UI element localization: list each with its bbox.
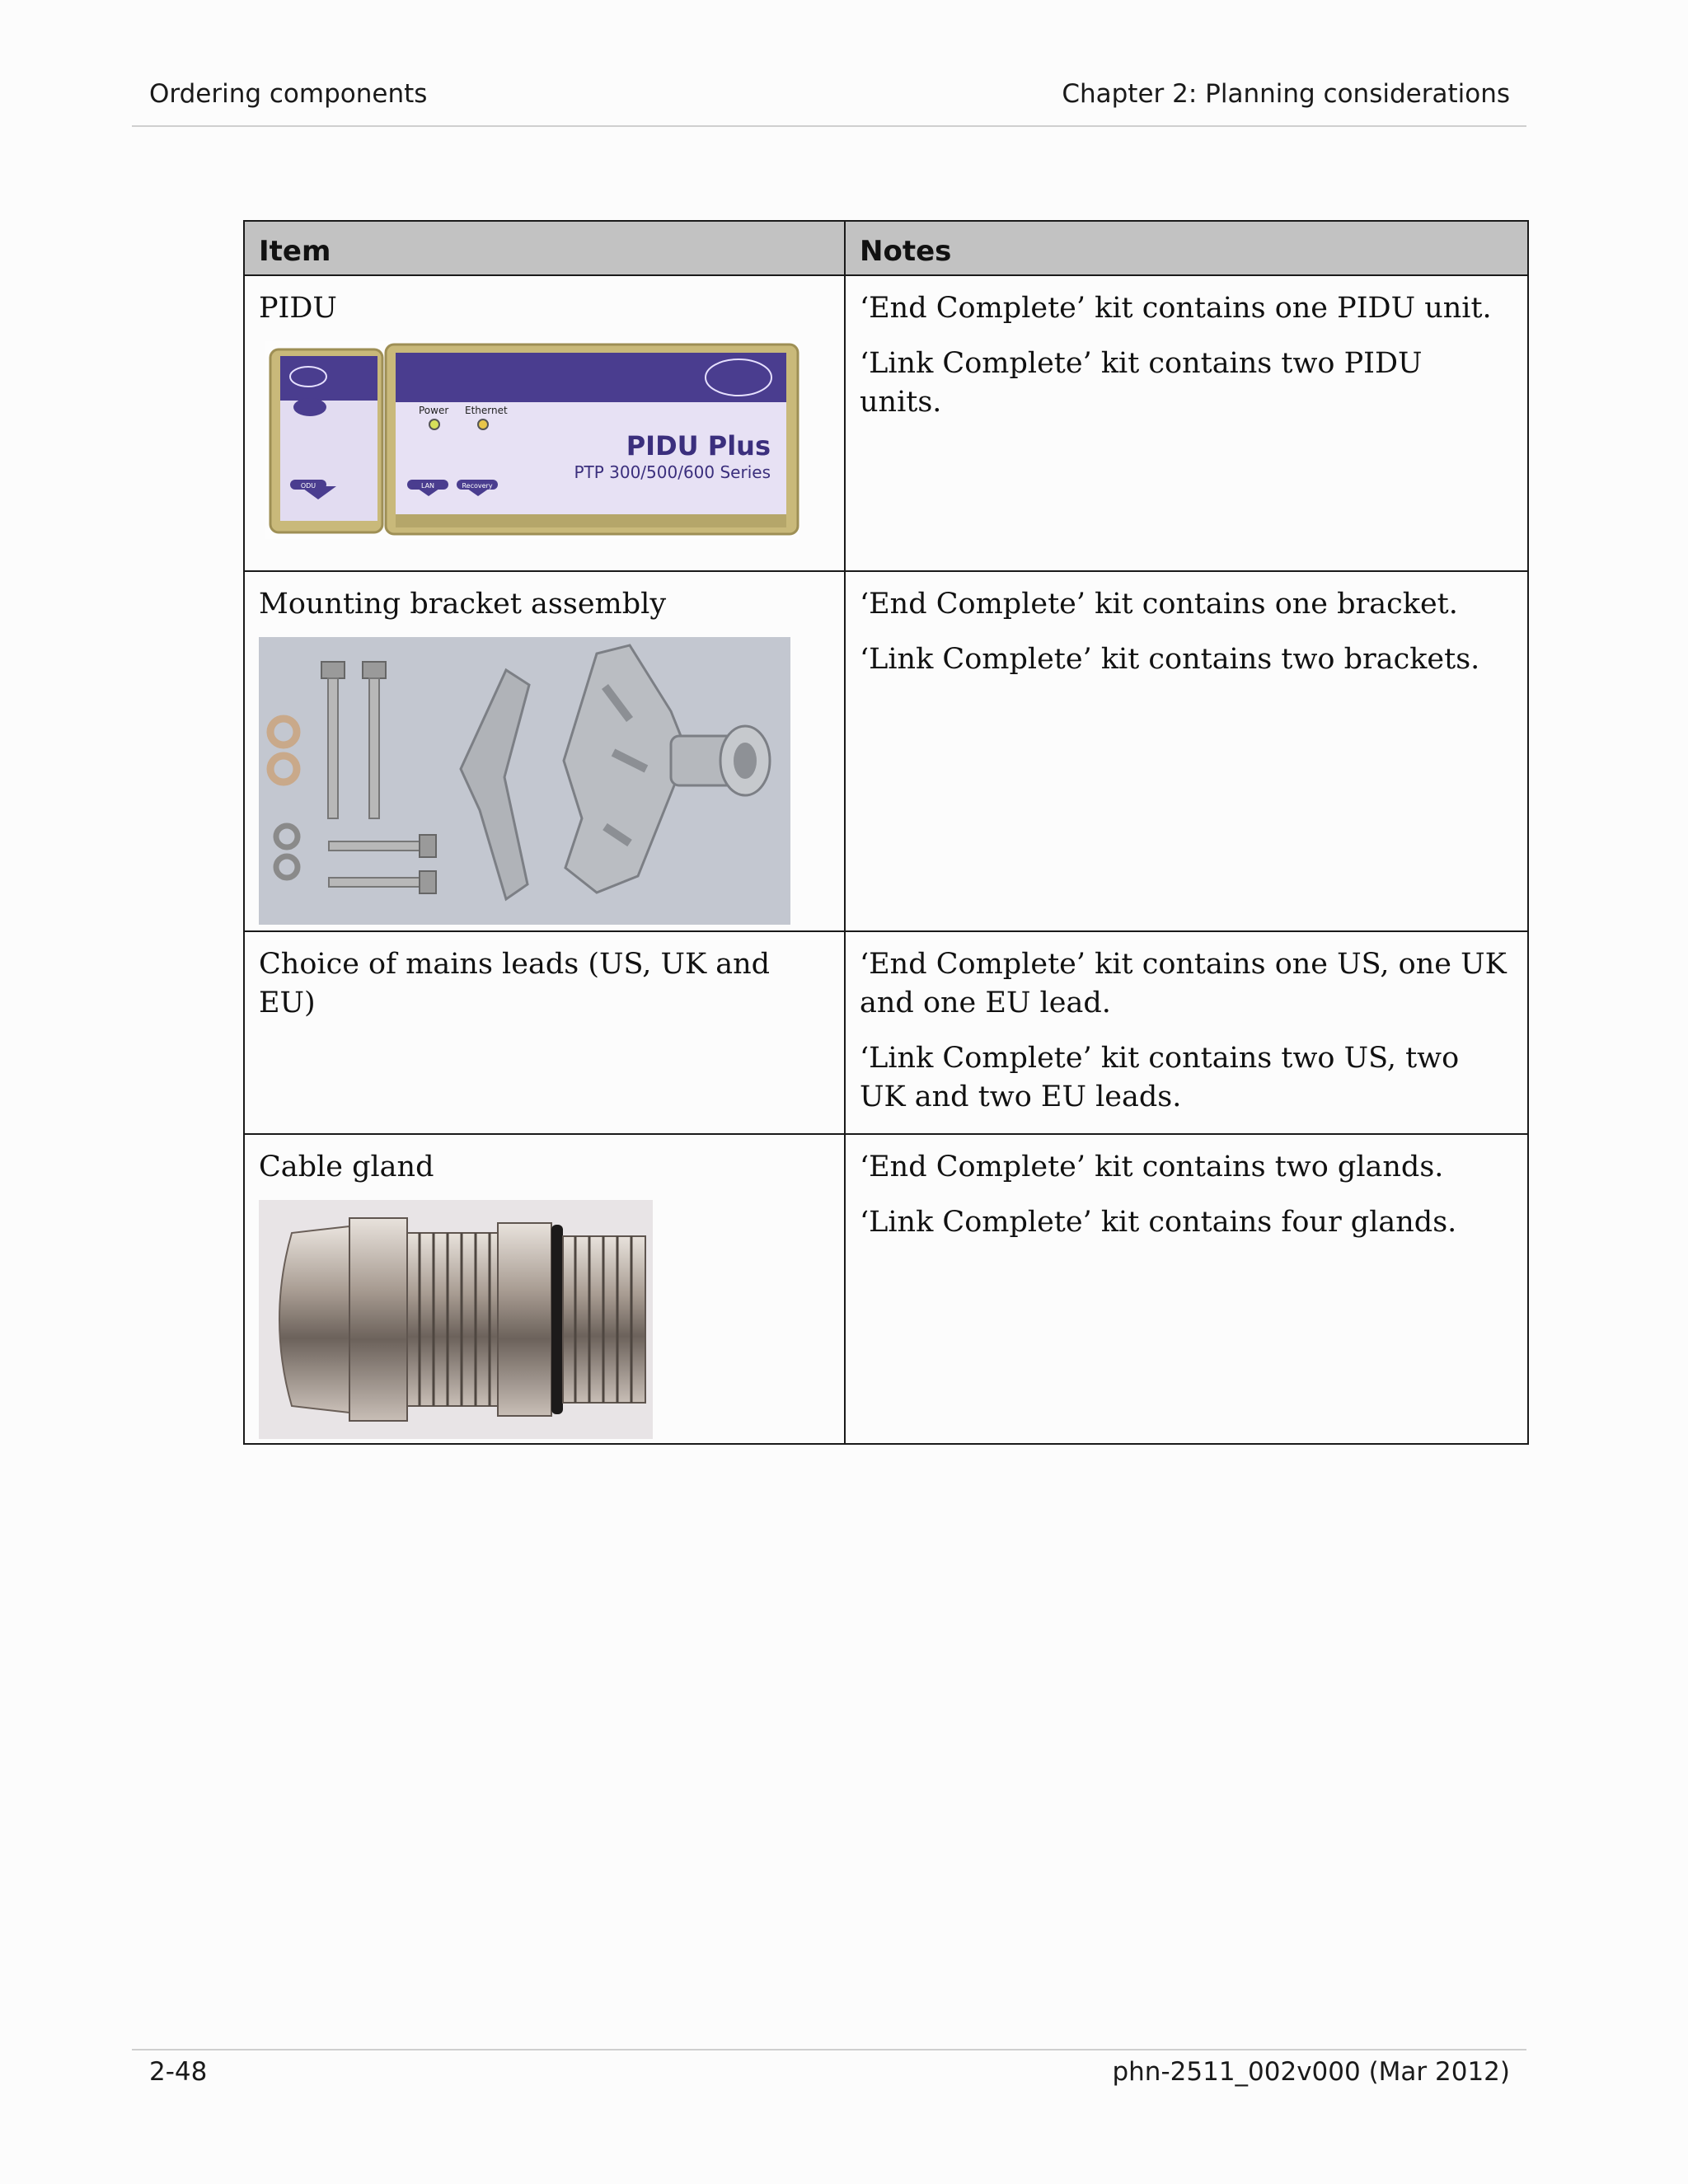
pidu-brand-label: PIDU Plus <box>626 430 771 462</box>
page-number: 2-48 <box>149 2057 208 2087</box>
item-cell <box>244 931 845 1134</box>
column-header-notes: Notes <box>845 221 1528 275</box>
pidu-image <box>265 341 799 539</box>
odu-label: ODU <box>300 482 316 490</box>
header-section-title: Ordering components <box>149 79 428 109</box>
table-row <box>244 1134 1528 1444</box>
column-header-item: Item <box>244 221 845 275</box>
table-row <box>244 931 1528 1134</box>
item-name: PIDU <box>259 292 337 325</box>
pidu-series-label: PTP 300/500/600 Series <box>574 462 771 482</box>
mounting-bracket-image <box>259 637 790 925</box>
components-table <box>243 220 1529 1445</box>
recovery-label: Recovery <box>462 482 493 490</box>
notes-cell <box>845 571 1528 931</box>
note-end-complete: ‘End Complete’ kit contains one PIDU unit. <box>860 292 1492 325</box>
notes-cell <box>845 1134 1528 1444</box>
cable-gland-image <box>259 1200 653 1439</box>
note-end-complete: ‘End Complete’ kit contains one bracket. <box>860 588 1458 621</box>
notes-cell <box>845 931 1528 1134</box>
table-row <box>244 571 1528 931</box>
item-name: Cable gland <box>259 1151 434 1183</box>
item-cell <box>244 571 845 931</box>
power-label: Power <box>419 405 449 416</box>
header-divider <box>132 125 1526 127</box>
item-name: Choice of mains leads (US, UK and EU) <box>259 948 771 1019</box>
table-row <box>244 275 1528 571</box>
table-header-row <box>244 221 1528 275</box>
note-link-complete: ‘Link Complete’ kit contains four glands. <box>860 1206 1457 1239</box>
note-link-complete: ‘Link Complete’ kit contains two US, two UK and two EU leads. <box>860 1042 1460 1113</box>
note-link-complete: ‘Link Complete’ kit contains two brackets. <box>860 643 1480 676</box>
notes-cell <box>845 275 1528 571</box>
note-link-complete: ‘Link Complete’ kit contains two PIDU units. <box>860 347 1423 419</box>
item-cell <box>244 1134 845 1444</box>
document-id: phn-2511_002v000 (Mar 2012) <box>1112 2057 1510 2087</box>
item-cell <box>244 275 845 571</box>
footer-divider <box>132 2049 1526 2050</box>
note-end-complete: ‘End Complete’ kit contains one US, one UK and one EU lead. <box>860 948 1507 1019</box>
item-name: Mounting bracket assembly <box>259 588 667 621</box>
header-chapter-title: Chapter 2: Planning considerations <box>1062 79 1510 109</box>
note-end-complete: ‘End Complete’ kit contains two glands. <box>860 1151 1444 1183</box>
lan-label: LAN <box>420 482 435 490</box>
ethernet-label: Ethernet <box>465 405 508 416</box>
